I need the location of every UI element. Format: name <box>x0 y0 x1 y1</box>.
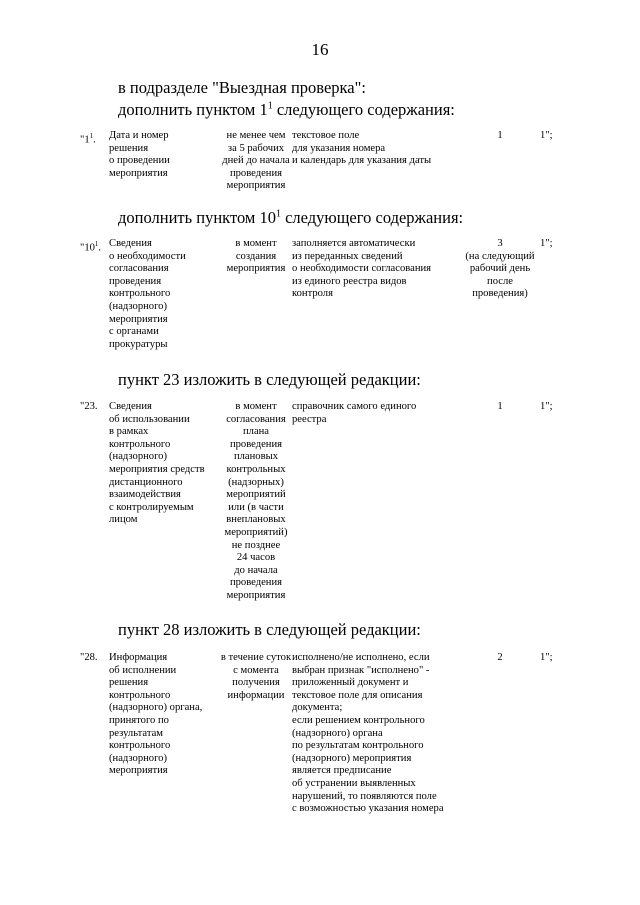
row-term: не менее чем за 5 рабочих дней до начала проведения мероприятия <box>222 130 290 192</box>
row-term: в течение суток с момента получения информации <box>220 652 292 701</box>
row-description: текстовое поле для указания номера и календарь для указания даты <box>292 130 432 167</box>
row-description: заполняется автоматически из переданных сведений о необходимости согласования из единого реестра видов контроля <box>292 238 432 300</box>
heading-text: следующего содержания: <box>280 208 464 227</box>
row-end: 1"; <box>540 401 553 412</box>
row-name: Информация об исполнении решения контрольного (надзорного) органа, принятого по результатам контрольного (надзорного) мероприятия <box>109 652 203 777</box>
row-value: 1 <box>497 130 503 141</box>
row-number: "$1^1$. <box>80 132 96 146</box>
point-28-heading: пункт 28 изложить в следующей редакции: <box>118 620 421 639</box>
row-description: справочник самого единого реестра <box>292 401 417 425</box>
row-end: 1"; <box>540 238 553 249</box>
subsection-heading: в подразделе "Выездная проверка": <box>118 78 366 97</box>
row-name: Сведения о необходимости согласования проведения контрольного (надзорного) мероприятия с органами прокуратуры <box>109 238 186 350</box>
add-point-1-heading <box>118 100 455 120</box>
heading-superscript: 1 <box>267 100 273 112</box>
page-number: 16 <box>311 40 329 59</box>
point-23-heading: пункт 23 изложить в следующей редакции: <box>118 370 421 389</box>
heading-text: следующего содержания: <box>272 100 455 119</box>
row-end: 1"; <box>540 652 553 663</box>
row-number: "23. <box>80 401 98 412</box>
heading-superscript: 1 <box>275 208 281 220</box>
row-number: "28. <box>80 652 98 663</box>
row-name: Дата и номер решения о проведении мероприятия <box>109 130 170 179</box>
row-term: в момент создания мероприятия <box>226 238 286 275</box>
add-point-10-heading <box>118 208 463 228</box>
row-description: исполнено/не исполнено, если выбран признак "исполнено" - приложенный документ и текстовое поле для описания документа; если решением контрольного (надзорного) органа по результатам контрольного (надзорного) мероприятия является предписание об устранении выявленных нарушений, то появляются поле с возможностью указания номера <box>292 652 444 815</box>
heading-text: дополнить пунктом 1 <box>118 100 268 119</box>
row-number: "$10^1$. <box>80 240 102 254</box>
row-end: 1"; <box>540 130 553 141</box>
row-name: Сведения об использовании в рамках контрольного (надзорного) мероприятия средств дистанционного взаимодействия с контролируемым лицом <box>109 401 205 526</box>
row-value: 2 <box>497 652 503 663</box>
row-value: 3 (на следующий рабочий день после проведения) <box>465 238 535 300</box>
heading-text: дополнить пунктом 10 <box>118 208 276 227</box>
row-term: в момент согласования плана проведения плановых контрольных (надзорных) мероприятий или (в части внеплановых мероприятий) не позднее 24 часов до начала проведения мероприятия <box>224 401 288 601</box>
row-value: 1 <box>497 401 503 412</box>
